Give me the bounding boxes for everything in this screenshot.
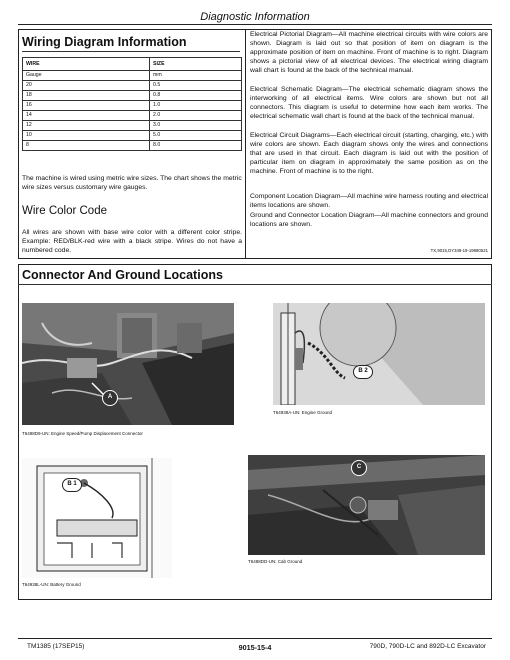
wire-gauge-cell: 8 xyxy=(23,141,150,151)
wire-gauge-cell: 16 xyxy=(23,101,150,111)
table-row xyxy=(23,121,242,131)
engine-ground-photo xyxy=(273,303,485,405)
header-rule xyxy=(18,24,492,25)
wire-gauge-cell: 12 xyxy=(23,121,150,131)
battery-ground-photo xyxy=(22,458,172,578)
cab-ground-caption: T6488DD-UN: Cab Ground xyxy=(248,559,303,564)
ground-connector-text: Ground and Connector Location Diagram—All machine connectors and ground locations are shown. xyxy=(250,212,488,228)
callout-b2: B 2 xyxy=(353,365,373,379)
schematic-diagram-text: Electrical Schematic Diagram—The electrical schematic diagram shows the interworking of all electrical items. Wire colors are shown but not all connectors. This diagram is useful to determine how each item works. The electrical schematic wall chart is found at the back of the technical manual. xyxy=(250,86,488,120)
wire-gauge-cell: 18 xyxy=(23,91,150,101)
table-header-row xyxy=(23,58,242,71)
footer-rule xyxy=(18,638,492,639)
callout-b1: B 1 xyxy=(62,478,82,492)
color-code-text: All wires are shown with base wire color with a different color stripe. Example: RED/BLK-red wire with a black stripe. Wires do not have a numbered code. xyxy=(22,229,242,254)
wire-gauge-cell: Gauge xyxy=(23,71,150,81)
circuit-diagrams-text: Electrical Circuit Diagrams—Each electrical circuit (starting, charging, etc.) with wire colors are shown. Each diagram shows only the wires and connections that are used in that circuit. Each diagram is laid out with the position of particular item on diagram in approximately the same position as on the machine. Front of machine is to the right. xyxy=(250,132,488,175)
wire-size-cell: 1.0 xyxy=(150,101,242,111)
engine-speed-connector-caption: T6488D9-UN: Engine Speed/Pump Displacement Connector xyxy=(22,431,143,436)
wire-size-cell: mm xyxy=(150,71,242,81)
pictorial-diagram-text: Electrical Pictorial Diagram—All machine electrical circuits with wire colors are shown. Diagram is laid out so that position of item on diagram is the approximate position of item on machine. Front of machine is to right. Diagram shows a pictorial view of all electrical devices. The electrical wiring diagram wall chart is found at the back of the technical manual. xyxy=(250,31,488,74)
footer-model: 790D, 790D-LC and 892D-LC Excavator xyxy=(369,643,486,650)
connector-heading: Connector And Ground Locations xyxy=(22,268,223,282)
table-row xyxy=(23,71,242,81)
wire-column-header: WIRE xyxy=(23,58,150,71)
size-column-header: SIZE xyxy=(150,58,242,71)
heading-underline xyxy=(22,51,240,52)
column-divider xyxy=(245,29,246,259)
wire-size-cell: 3.0 xyxy=(150,121,242,131)
table-row xyxy=(23,111,242,121)
connector-heading-rule xyxy=(18,284,492,285)
wire-gauge-cell: 20 xyxy=(23,81,150,91)
table-row xyxy=(23,141,242,151)
color-code-heading: Wire Color Code xyxy=(22,205,107,217)
engine-ground-caption: T64938A-UN: Engine Ground xyxy=(273,410,333,415)
page-header-title: Diagnostic Information xyxy=(200,11,310,23)
cab-ground-photo xyxy=(248,455,485,555)
table-row xyxy=(23,91,242,101)
callout-c: C xyxy=(351,460,367,476)
wiring-heading: Wiring Diagram Information xyxy=(22,35,187,49)
wire-size-cell: 5.0 xyxy=(150,131,242,141)
table-row xyxy=(23,131,242,141)
footer-manual-code: TM1385 (17SEP15) xyxy=(27,643,85,650)
wire-size-cell: 0.5 xyxy=(150,81,242,91)
battery-ground-caption: T64938L-UN: Battery Ground xyxy=(22,582,81,587)
wire-size-cell: 2.0 xyxy=(150,111,242,121)
table-row xyxy=(23,101,242,111)
table-row xyxy=(23,81,242,91)
component-location-text: Component Location Diagram—All machine wire harness routing and electrical items locations are shown. xyxy=(250,193,488,209)
engine-speed-connector-photo xyxy=(22,303,234,425)
wiring-note: The machine is wired using metric wire sizes. The chart shows the metric wire sizes versus customary wire gauges. xyxy=(22,175,242,191)
wire-gauge-cell: 14 xyxy=(23,111,150,121)
reference-code: TX,9015,DY349-19-19980521 xyxy=(430,248,488,253)
wire-size-cell: 8.0 xyxy=(150,141,242,151)
wire-size-cell: 0.8 xyxy=(150,91,242,101)
callout-a: A xyxy=(102,390,118,406)
wire-gauge-cell: 10 xyxy=(23,131,150,141)
engine-photo-art xyxy=(22,303,234,425)
wire-size-table xyxy=(22,57,242,151)
footer-page-number: 9015-15-4 xyxy=(238,643,272,652)
battery-ground-art xyxy=(22,458,172,578)
engine-ground-art xyxy=(273,303,485,405)
